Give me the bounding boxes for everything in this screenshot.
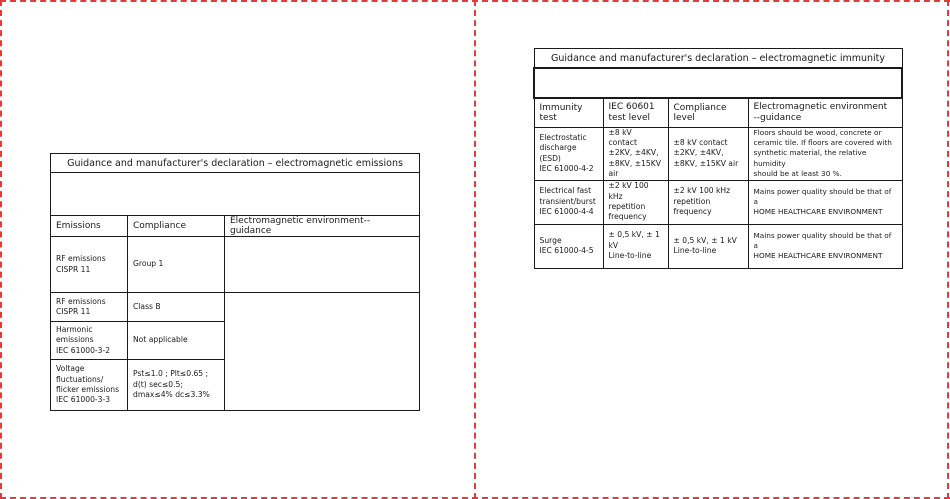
- right-cut-line: [947, 0, 949, 499]
- emission-name: Voltage fluctuations/ flicker emissions IEC 61000-3-3: [51, 360, 128, 411]
- immunity-guidance: Mains power quality should be that of a HOME HEALTHCARE ENVIRONMENT: [748, 224, 902, 268]
- left-cut-line: [0, 0, 2, 499]
- immunity-compliance-level: ±2 kV 100 kHz repetition frequency: [668, 180, 748, 224]
- top-cut-line: [0, 0, 950, 2]
- immunity-header-compliance: Compliance level: [668, 98, 748, 127]
- immunity-header-test: Immunity test: [534, 98, 603, 127]
- immunity-test: Surge IEC 61000-4-5: [534, 224, 603, 268]
- emission-name: RF emissions CISPR 11: [51, 293, 128, 322]
- immunity-table-intro: [534, 68, 902, 98]
- immunity-test-level: ±8 kV contact ±2KV, ±4KV, ±8KV, ±15KV air: [603, 127, 668, 180]
- immunity-test-level: ± 0,5 kV, ± 1 kV Line-to-line: [603, 224, 668, 268]
- emissions-table-intro: [51, 173, 420, 216]
- emission-guidance: [225, 293, 420, 411]
- emission-name: RF emissions CISPR 11: [51, 237, 128, 293]
- emissions-header-compliance: Compliance: [128, 216, 225, 237]
- emission-compliance: Group 1: [128, 237, 225, 293]
- immunity-guidance: Floors should be wood, concrete or ceramic tile. If floors are covered with synthetic material, the relative humidity should be at least 30 %.: [748, 127, 902, 180]
- emissions-table: [50, 153, 420, 411]
- table-row: [51, 237, 420, 293]
- emission-compliance: Pst≤1.0 ; Plt≤0.65 ; d(t) sec≤0.5; dmax≤4% dc≤3.3%: [128, 360, 225, 411]
- immunity-header-guidance: Electromagnetic environment --guidance: [748, 98, 902, 127]
- emissions-header-guidance: Electromagnetic environment-- guidance: [225, 216, 420, 237]
- immunity-guidance: Mains power quality should be that of a HOME HEALTHCARE ENVIRONMENT: [748, 180, 902, 224]
- table-row: [534, 127, 902, 180]
- immunity-compliance-level: ± 0,5 kV, ± 1 kV Line-to-line: [668, 224, 748, 268]
- emission-guidance: [225, 237, 420, 293]
- center-cut-line: [474, 0, 476, 499]
- immunity-table: [533, 48, 903, 269]
- emissions-header-emissions: Emissions: [51, 216, 128, 237]
- emission-compliance: Not applicable: [128, 322, 225, 360]
- table-row: [51, 293, 420, 322]
- immunity-test-level: ±2 kV 100 kHz repetition frequency: [603, 180, 668, 224]
- immunity-table-title: Guidance and manufacturer's declaration – electromagnetic immunity: [534, 49, 902, 69]
- emission-compliance: Class B: [128, 293, 225, 322]
- emissions-table-title: Guidance and manufacturer's declaration – electromagnetic emissions: [51, 154, 420, 173]
- immunity-test: Electrostatic discharge (ESD) IEC 61000-4-2: [534, 127, 603, 180]
- immunity-header-level: IEC 60601 test level: [603, 98, 668, 127]
- immunity-test: Electrical fast transient/burst IEC 61000-4-4: [534, 180, 603, 224]
- table-row: [534, 180, 902, 224]
- emission-name: Harmonic emissions IEC 61000-3-2: [51, 322, 128, 360]
- immunity-compliance-level: ±8 kV contact ±2KV, ±4KV, ±8KV, ±15KV air: [668, 127, 748, 180]
- table-row: [534, 224, 902, 268]
